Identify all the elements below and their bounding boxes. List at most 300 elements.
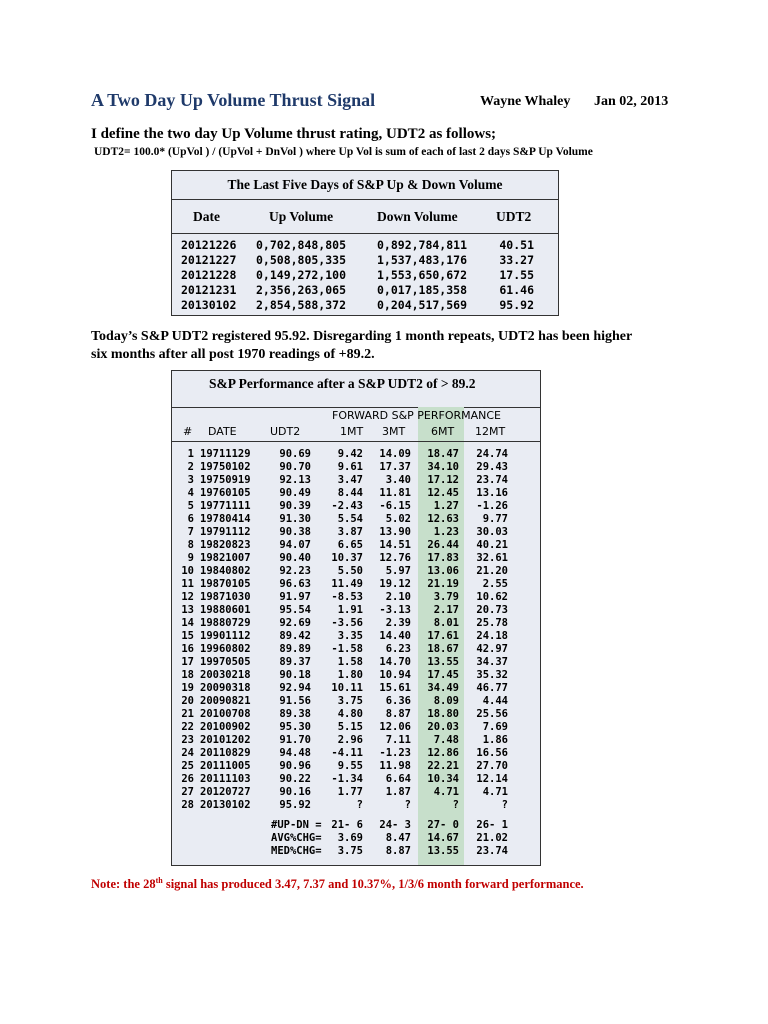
table-cell: 5.15 [337,721,363,733]
table-cell: 17 [181,656,194,668]
table-cell: 21.20 [476,565,508,577]
table-cell: 19791112 [200,526,251,538]
table-cell: -1.58 [331,643,363,655]
table-cell: 94.48 [279,747,311,759]
table-cell: 20121228 [181,268,237,282]
table-row [172,656,540,669]
table-cell: 25 [181,760,194,772]
summary-value: 26- 1 [476,819,508,831]
table-cell: -3.56 [331,617,363,629]
table-row [172,500,540,513]
table-row [172,461,540,474]
table-cell: -1.34 [331,773,363,785]
table-cell: -8.53 [331,591,363,603]
note-text [91,876,584,892]
header-date: DATE [208,425,237,438]
table-cell: 14.70 [379,656,411,668]
table-cell: 90.49 [279,487,311,499]
summary-line-1: Today’s S&P UDT2 registered 95.92. Disregarding 1 month repeats, UDT2 has been higher [91,329,633,344]
table-cell: 6 [187,513,194,525]
table-row [172,617,540,630]
table-cell: 18.67 [427,643,459,655]
table-cell: 22.21 [427,760,459,772]
header-down-volume: Down Volume [377,209,458,224]
table-cell: 8 [187,539,194,551]
table-cell: 19871030 [200,591,251,603]
table-cell: 12.76 [379,552,411,564]
table-cell: 17.45 [427,669,459,681]
header-3mt: 3MT [382,425,406,438]
table-cell: 17.55 [499,268,534,282]
table-cell: -1.26 [476,500,508,512]
table-cell: 3.79 [433,591,459,603]
publication-date: Jan 02, 2013 [594,94,669,109]
table-cell: 95.30 [279,721,311,733]
table-cell: 11.98 [379,760,411,772]
table-cell: ? [404,799,411,811]
table-cell: 92.13 [279,474,311,486]
table-cell: 23 [181,734,194,746]
table-cell: 12.14 [476,773,508,785]
table-divider [172,441,540,442]
table-cell: 90.70 [279,461,311,473]
table-cell: 33.27 [499,253,534,267]
summary-row [172,832,540,845]
table-cell: 1.58 [337,656,363,668]
table-cell: 4.71 [433,786,459,798]
table-row [172,552,540,565]
table-cell: 10.37 [331,552,363,564]
table-cell: 90.96 [279,760,311,772]
table-cell: 90.22 [279,773,311,785]
table-row [172,747,540,760]
table-cell: 9.61 [337,461,363,473]
table-cell: 15 [181,630,194,642]
volume-table-caption: The Last Five Days of S&P Up & Down Volume [172,171,558,200]
table-cell: ? [356,799,363,811]
header-6mt: 6MT [431,425,455,438]
table-cell: 1,537,483,176 [377,253,468,267]
table-cell: 6.23 [385,643,411,655]
table-cell: 10.94 [379,669,411,681]
table-cell: 19970505 [200,656,251,668]
header-udt2: UDT2 [270,425,301,438]
table-cell: 92.94 [279,682,311,694]
header-up-volume: Up Volume [269,209,334,224]
table-cell: 95.54 [279,604,311,616]
note-body: signal has produced 3.47, 7.37 and 10.37%, 1/3/6 month forward performance. [162,877,584,891]
summary-row [172,819,540,832]
table-row [172,760,540,773]
table-cell: 90.18 [279,669,311,681]
table-cell: 20090821 [200,695,251,707]
table-cell: 14 [181,617,194,629]
summary-row [172,845,540,858]
table-cell: 95.92 [279,799,311,811]
table-cell: 11.49 [331,578,363,590]
table-cell: 7.11 [385,734,411,746]
table-cell: 4.44 [482,695,508,707]
table-cell: 32.61 [476,552,508,564]
table-cell: 40.51 [499,238,534,252]
table-row [172,591,540,604]
table-cell: 1,553,650,672 [377,268,468,282]
table-cell: 4.80 [337,708,363,720]
table-cell: 6.65 [337,539,363,551]
performance-table-caption [172,371,540,408]
table-cell: 6.36 [385,695,411,707]
table-cell: 19820823 [200,539,251,551]
table-row [172,786,540,799]
table-cell: 9.55 [337,760,363,772]
volume-table-body [172,237,558,312]
table-cell: 8.44 [337,487,363,499]
page-title: A Two Day Up Volume Thrust Signal [91,90,376,110]
summary-label: #UP-DN = [271,819,322,831]
table-cell: 24.18 [476,630,508,642]
table-cell: 2.55 [482,578,508,590]
table-cell: 35.32 [476,669,508,681]
table-cell: 8.87 [385,708,411,720]
table-cell: 1.27 [433,500,459,512]
table-cell: 1 [187,448,194,460]
table-cell: 15.61 [379,682,411,694]
summary-value: 14.67 [427,832,459,844]
header-date: Date [193,209,220,224]
performance-summary [172,819,540,858]
table-cell: 9.77 [482,513,508,525]
table-row [172,565,540,578]
table-cell: 5 [187,500,194,512]
summary-value: 23.74 [476,845,508,857]
table-row [172,578,540,591]
table-cell: 12.63 [427,513,459,525]
table-cell: 10.11 [331,682,363,694]
table-cell: 19821007 [200,552,251,564]
table-cell: 20130102 [181,298,237,312]
table-cell: 17.61 [427,630,459,642]
summary-value: 8.47 [385,832,411,844]
table-row [172,237,558,252]
table-cell: 0,017,185,358 [377,283,468,297]
table-row [172,799,540,812]
table-cell: 91.97 [279,591,311,603]
table-cell: 20120727 [200,786,251,798]
table-cell: 30.03 [476,526,508,538]
table-cell: 19771111 [200,500,251,512]
table-cell: 34.37 [476,656,508,668]
table-cell: 25.56 [476,708,508,720]
table-cell: ? [452,799,459,811]
table-cell: 42.97 [476,643,508,655]
table-row [172,695,540,708]
table-cell: 0,508,805,335 [256,253,347,267]
table-cell: 89.37 [279,656,311,668]
table-row [172,539,540,552]
table-row [172,669,540,682]
table-cell: 9.42 [337,448,363,460]
table-cell: 25.78 [476,617,508,629]
summary-value: 21.02 [476,832,508,844]
table-cell: 3.75 [337,695,363,707]
table-cell: 5.54 [337,513,363,525]
table-cell: 13.16 [476,487,508,499]
table-cell: 5.97 [385,565,411,577]
table-cell: 14.51 [379,539,411,551]
table-cell: 26.44 [427,539,459,551]
table-cell: 7.48 [433,734,459,746]
table-cell: 12.45 [427,487,459,499]
table-cell: 20.73 [476,604,508,616]
table-cell: 19711129 [200,448,251,460]
table-cell: 20111103 [200,773,251,785]
table-cell: 2,356,263,065 [256,283,347,297]
table-row [172,487,540,500]
table-cell: 19960802 [200,643,251,655]
table-cell: -1.23 [379,747,411,759]
table-cell: 17.83 [427,552,459,564]
table-cell: 8.01 [433,617,459,629]
table-cell: 26 [181,773,194,785]
table-row [172,252,558,267]
table-cell: 27 [181,786,194,798]
table-cell: 8.09 [433,695,459,707]
table-cell: 19840802 [200,565,251,577]
table-cell: 0,204,517,569 [377,298,468,312]
table-cell: -4.11 [331,747,363,759]
table-cell: -2.43 [331,500,363,512]
table-row [172,282,558,297]
table-cell: 17.12 [427,474,459,486]
table-cell: 19760105 [200,487,251,499]
table-cell: 19750919 [200,474,251,486]
table-cell: 28 [181,799,194,811]
formula-text: UDT2= 100.0* (UpVol ) / (UpVol + DnVol ) where Up Vol is sum of each of last 2 days S&P Up Volume [94,146,593,158]
table-cell: 96.63 [279,578,311,590]
table-cell: 89.42 [279,630,311,642]
header-number: # [183,425,193,438]
table-cell: ? [501,799,508,811]
table-cell: 95.92 [499,298,534,312]
table-cell: 10.34 [427,773,459,785]
author-name: Wayne Whaley [480,94,571,109]
table-cell: 89.89 [279,643,311,655]
table-cell: 1.77 [337,786,363,798]
table-row [172,526,540,539]
table-cell: 20100902 [200,721,251,733]
table-cell: 12 [181,591,194,603]
table-cell: 29.43 [476,461,508,473]
table-cell: 19901112 [200,630,251,642]
table-cell: 18 [181,669,194,681]
table-cell: 1.86 [482,734,508,746]
table-row [172,513,540,526]
table-cell: 14.09 [379,448,411,460]
summary-value: 21- 6 [331,819,363,831]
summary-value: 8.87 [385,845,411,857]
table-cell: 91.56 [279,695,311,707]
table-cell: 19870105 [200,578,251,590]
table-cell: 20121227 [181,253,237,267]
table-row [172,474,540,487]
table-cell: 20090318 [200,682,251,694]
table-row [172,773,540,786]
table-cell: 22 [181,721,194,733]
table-cell: 4 [187,487,194,499]
table-cell: 19880729 [200,617,251,629]
table-cell: 7 [187,526,194,538]
table-cell: 3.47 [337,474,363,486]
summary-value: 3.69 [337,832,363,844]
table-cell: 11 [181,578,194,590]
table-cell: 13.90 [379,526,411,538]
table-cell: 3.35 [337,630,363,642]
table-cell: 20.03 [427,721,459,733]
summary-value: 27- 0 [427,819,459,831]
table-cell: 23.74 [476,474,508,486]
table-cell: 10 [181,565,194,577]
table-cell: 91.30 [279,513,311,525]
table-cell: 92.23 [279,565,311,577]
table-cell: 13.06 [427,565,459,577]
table-cell: 1.87 [385,786,411,798]
table-cell: 94.07 [279,539,311,551]
table-cell: 90.38 [279,526,311,538]
table-row [172,682,540,695]
table-cell: 21.19 [427,578,459,590]
table-cell: 18.47 [427,448,459,460]
table-cell: 19750102 [200,461,251,473]
summary-value: 24- 3 [379,819,411,831]
table-cell: 5.02 [385,513,411,525]
table-cell: 19780414 [200,513,251,525]
table-cell: 27.70 [476,760,508,772]
table-divider [172,233,558,234]
table-cell: 16 [181,643,194,655]
table-row [172,604,540,617]
table-cell: 0,702,848,805 [256,238,347,252]
table-cell: 20110829 [200,747,251,759]
table-cell: 92.69 [279,617,311,629]
table-cell: 20101202 [200,734,251,746]
table-row [172,297,558,312]
table-cell: 10.62 [476,591,508,603]
table-cell: 19880601 [200,604,251,616]
table-cell: 11.81 [379,487,411,499]
table-cell: 61.46 [499,283,534,297]
table-cell: 20030218 [200,669,251,681]
table-cell: 13.55 [427,656,459,668]
table-cell: 34.10 [427,461,459,473]
forward-performance-label: FORWARD S&P PERFORMANCE [332,409,502,422]
table-cell: 90.39 [279,500,311,512]
table-cell: 18.80 [427,708,459,720]
definition-text: I define the two day Up Volume thrust rating, UDT2 as follows; [91,126,497,142]
summary-label: MED%CHG= [271,845,322,857]
note-superscript: th [155,876,163,885]
table-cell: 34.49 [427,682,459,694]
table-cell: 19.12 [379,578,411,590]
table-cell: 0,149,272,100 [256,268,347,282]
table-cell: 0,892,784,811 [377,238,468,252]
table-cell: 19 [181,682,194,694]
header-udt2: UDT2 [496,209,532,224]
table-cell: 13 [181,604,194,616]
table-cell: 1.23 [433,526,459,538]
table-cell: 5.50 [337,565,363,577]
performance-table-body [172,448,540,812]
performance-caption-text: S&P Performance after a S&P UDT2 of > 89.2 [209,376,476,391]
summary-value: 3.75 [337,845,363,857]
table-cell: 1.91 [337,604,363,616]
table-cell: 17.37 [379,461,411,473]
table-cell: 40.21 [476,539,508,551]
table-cell: 12.06 [379,721,411,733]
table-cell: 1.80 [337,669,363,681]
table-cell: 3 [187,474,194,486]
volume-table [171,170,559,316]
performance-table [171,370,541,866]
table-cell: 91.70 [279,734,311,746]
table-cell: 20111005 [200,760,251,772]
table-cell: 20121231 [181,283,237,297]
table-cell: 3.40 [385,474,411,486]
table-cell: 90.16 [279,786,311,798]
summary-label: AVG%CHG= [271,832,322,844]
table-cell: -3.13 [379,604,411,616]
table-cell: 16.56 [476,747,508,759]
header-1mt: 1MT [340,425,364,438]
table-row [172,708,540,721]
table-cell: 20 [181,695,194,707]
header-12mt: 12MT [475,425,506,438]
table-cell: 20130102 [200,799,251,811]
table-row [172,721,540,734]
table-cell: 90.69 [279,448,311,460]
summary-paragraph [91,328,691,364]
summary-line-2: six months after all post 1970 readings of +89.2. [91,347,375,362]
note-prefix: Note: the 28 [91,877,156,891]
table-cell: 20100708 [200,708,251,720]
table-cell: 89.38 [279,708,311,720]
table-cell: 2 [187,461,194,473]
table-row [172,267,558,282]
table-row [172,448,540,461]
table-cell: 20121226 [181,238,237,252]
table-cell: 24 [181,747,194,759]
table-cell: 24.74 [476,448,508,460]
table-cell: 2.96 [337,734,363,746]
table-cell: 21 [181,708,194,720]
table-row [172,630,540,643]
table-cell: 2,854,588,372 [256,298,347,312]
table-row [172,734,540,747]
table-row [172,643,540,656]
table-cell: 90.40 [279,552,311,564]
table-cell: 12.86 [427,747,459,759]
summary-value: 13.55 [427,845,459,857]
table-cell: 2.39 [385,617,411,629]
table-cell: 9 [187,552,194,564]
table-cell: 2.10 [385,591,411,603]
table-cell: 2.17 [433,604,459,616]
table-cell: 14.40 [379,630,411,642]
table-cell: 7.69 [482,721,508,733]
table-cell: 4.71 [482,786,508,798]
table-cell: -6.15 [379,500,411,512]
table-cell: 3.87 [337,526,363,538]
table-cell: 46.77 [476,682,508,694]
